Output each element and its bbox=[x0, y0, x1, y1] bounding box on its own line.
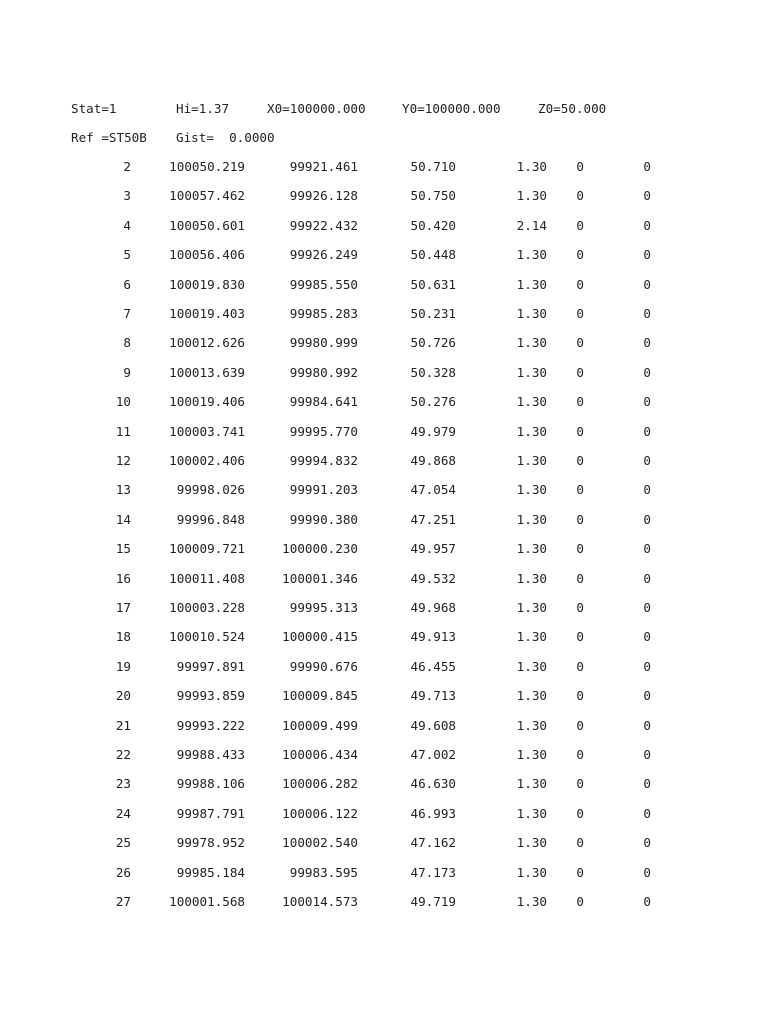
x-coordinate: 99997.891 bbox=[176, 659, 245, 674]
x-coordinate: 100013.639 bbox=[169, 365, 245, 380]
z-elevation: 46.455 bbox=[410, 659, 456, 674]
target-height: 1.30 bbox=[516, 894, 547, 909]
code-b: 0 bbox=[643, 659, 651, 674]
z-elevation: 46.630 bbox=[410, 776, 456, 791]
target-height: 1.30 bbox=[516, 424, 547, 439]
code-a: 0 bbox=[576, 188, 584, 203]
point-number: 24 bbox=[115, 806, 131, 821]
z-elevation: 50.276 bbox=[410, 394, 456, 409]
gist-value: Gist= 0.0000 bbox=[176, 130, 275, 145]
point-number: 22 bbox=[115, 747, 131, 762]
point-number: 5 bbox=[123, 247, 131, 262]
z-elevation: 49.719 bbox=[410, 894, 456, 909]
origin-x: X0=100000.000 bbox=[267, 101, 366, 116]
z-elevation: 49.968 bbox=[410, 600, 456, 615]
point-number: 11 bbox=[115, 424, 131, 439]
y-coordinate: 99926.128 bbox=[289, 188, 358, 203]
y-coordinate: 100009.499 bbox=[282, 718, 358, 733]
station-header-line bbox=[0, 99, 768, 119]
code-a: 0 bbox=[576, 277, 584, 292]
target-height: 1.30 bbox=[516, 394, 547, 409]
table-row bbox=[0, 863, 768, 883]
point-number: 21 bbox=[115, 718, 131, 733]
z-elevation: 50.726 bbox=[410, 335, 456, 350]
x-coordinate: 99988.433 bbox=[176, 747, 245, 762]
table-row bbox=[0, 157, 768, 177]
code-b: 0 bbox=[643, 512, 651, 527]
point-number: 2 bbox=[123, 159, 131, 174]
x-coordinate: 99988.106 bbox=[176, 776, 245, 791]
point-number: 9 bbox=[123, 365, 131, 380]
y-coordinate: 99985.283 bbox=[289, 306, 358, 321]
table-row bbox=[0, 686, 768, 706]
y-coordinate: 100006.434 bbox=[282, 747, 358, 762]
y-coordinate: 99922.432 bbox=[289, 218, 358, 233]
target-height: 1.30 bbox=[516, 600, 547, 615]
x-coordinate: 100010.524 bbox=[169, 629, 245, 644]
code-b: 0 bbox=[643, 218, 651, 233]
table-row bbox=[0, 363, 768, 383]
code-a: 0 bbox=[576, 541, 584, 556]
point-number: 16 bbox=[115, 571, 131, 586]
code-b: 0 bbox=[643, 688, 651, 703]
z-elevation: 47.054 bbox=[410, 482, 456, 497]
x-coordinate: 100009.721 bbox=[169, 541, 245, 556]
code-b: 0 bbox=[643, 806, 651, 821]
z-elevation: 49.913 bbox=[410, 629, 456, 644]
code-b: 0 bbox=[643, 571, 651, 586]
point-number: 13 bbox=[115, 482, 131, 497]
code-b: 0 bbox=[643, 865, 651, 880]
code-b: 0 bbox=[643, 541, 651, 556]
reference-header-line bbox=[0, 128, 768, 148]
target-height: 1.30 bbox=[516, 188, 547, 203]
table-row bbox=[0, 745, 768, 765]
table-row bbox=[0, 657, 768, 677]
table-row bbox=[0, 186, 768, 206]
target-height: 1.30 bbox=[516, 718, 547, 733]
z-elevation: 50.448 bbox=[410, 247, 456, 262]
code-a: 0 bbox=[576, 159, 584, 174]
point-number: 7 bbox=[123, 306, 131, 321]
table-row bbox=[0, 716, 768, 736]
table-row bbox=[0, 304, 768, 324]
code-a: 0 bbox=[576, 894, 584, 909]
z-elevation: 50.631 bbox=[410, 277, 456, 292]
code-b: 0 bbox=[643, 306, 651, 321]
target-height: 1.30 bbox=[516, 747, 547, 762]
code-a: 0 bbox=[576, 453, 584, 468]
x-coordinate: 99993.222 bbox=[176, 718, 245, 733]
code-a: 0 bbox=[576, 747, 584, 762]
x-coordinate: 99998.026 bbox=[176, 482, 245, 497]
code-a: 0 bbox=[576, 659, 584, 674]
table-row bbox=[0, 245, 768, 265]
x-coordinate: 100050.219 bbox=[169, 159, 245, 174]
code-b: 0 bbox=[643, 718, 651, 733]
z-elevation: 50.231 bbox=[410, 306, 456, 321]
instrument-height: Hi=1.37 bbox=[176, 101, 230, 116]
z-elevation: 49.608 bbox=[410, 718, 456, 733]
code-a: 0 bbox=[576, 688, 584, 703]
code-b: 0 bbox=[643, 159, 651, 174]
x-coordinate: 99978.952 bbox=[176, 835, 245, 850]
code-a: 0 bbox=[576, 335, 584, 350]
y-coordinate: 99994.832 bbox=[289, 453, 358, 468]
target-height: 1.30 bbox=[516, 629, 547, 644]
z-elevation: 47.002 bbox=[410, 747, 456, 762]
y-coordinate: 100006.282 bbox=[282, 776, 358, 791]
point-number: 15 bbox=[115, 541, 131, 556]
code-b: 0 bbox=[643, 247, 651, 262]
point-number: 26 bbox=[115, 865, 131, 880]
code-b: 0 bbox=[643, 894, 651, 909]
y-coordinate: 100000.230 bbox=[282, 541, 358, 556]
x-coordinate: 100019.830 bbox=[169, 277, 245, 292]
x-coordinate: 100057.462 bbox=[169, 188, 245, 203]
origin-y: Y0=100000.000 bbox=[402, 101, 501, 116]
z-elevation: 50.750 bbox=[410, 188, 456, 203]
table-row bbox=[0, 892, 768, 912]
station-number: Stat=1 bbox=[71, 101, 117, 116]
code-b: 0 bbox=[643, 188, 651, 203]
point-number: 3 bbox=[123, 188, 131, 203]
point-number: 6 bbox=[123, 277, 131, 292]
y-coordinate: 100009.845 bbox=[282, 688, 358, 703]
x-coordinate: 100019.403 bbox=[169, 306, 245, 321]
code-b: 0 bbox=[643, 277, 651, 292]
point-number: 10 bbox=[115, 394, 131, 409]
target-height: 1.30 bbox=[516, 306, 547, 321]
z-elevation: 47.162 bbox=[410, 835, 456, 850]
point-number: 20 bbox=[115, 688, 131, 703]
z-elevation: 49.957 bbox=[410, 541, 456, 556]
table-row bbox=[0, 216, 768, 236]
y-coordinate: 99990.676 bbox=[289, 659, 358, 674]
target-height: 2.14 bbox=[516, 218, 547, 233]
x-coordinate: 100056.406 bbox=[169, 247, 245, 262]
x-coordinate: 99993.859 bbox=[176, 688, 245, 703]
code-a: 0 bbox=[576, 482, 584, 497]
table-row bbox=[0, 569, 768, 589]
y-coordinate: 99983.595 bbox=[289, 865, 358, 880]
table-row bbox=[0, 422, 768, 442]
z-elevation: 49.979 bbox=[410, 424, 456, 439]
table-row bbox=[0, 510, 768, 530]
y-coordinate: 99980.999 bbox=[289, 335, 358, 350]
z-elevation: 49.868 bbox=[410, 453, 456, 468]
x-coordinate: 100019.406 bbox=[169, 394, 245, 409]
y-coordinate: 100000.415 bbox=[282, 629, 358, 644]
table-row bbox=[0, 451, 768, 471]
y-coordinate: 99980.992 bbox=[289, 365, 358, 380]
y-coordinate: 99926.249 bbox=[289, 247, 358, 262]
target-height: 1.30 bbox=[516, 365, 547, 380]
origin-z: Z0=50.000 bbox=[538, 101, 607, 116]
target-height: 1.30 bbox=[516, 482, 547, 497]
z-elevation: 50.420 bbox=[410, 218, 456, 233]
code-a: 0 bbox=[576, 218, 584, 233]
code-b: 0 bbox=[643, 335, 651, 350]
table-row bbox=[0, 804, 768, 824]
target-height: 1.30 bbox=[516, 571, 547, 586]
code-a: 0 bbox=[576, 394, 584, 409]
z-elevation: 49.713 bbox=[410, 688, 456, 703]
code-a: 0 bbox=[576, 865, 584, 880]
y-coordinate: 99985.550 bbox=[289, 277, 358, 292]
target-height: 1.30 bbox=[516, 159, 547, 174]
x-coordinate: 99985.184 bbox=[176, 865, 245, 880]
y-coordinate: 100006.122 bbox=[282, 806, 358, 821]
y-coordinate: 99995.770 bbox=[289, 424, 358, 439]
reference-station: Ref =ST50B bbox=[71, 130, 147, 145]
point-number: 23 bbox=[115, 776, 131, 791]
target-height: 1.30 bbox=[516, 835, 547, 850]
code-b: 0 bbox=[643, 835, 651, 850]
target-height: 1.30 bbox=[516, 277, 547, 292]
y-coordinate: 99990.380 bbox=[289, 512, 358, 527]
code-a: 0 bbox=[576, 835, 584, 850]
code-a: 0 bbox=[576, 365, 584, 380]
z-elevation: 47.251 bbox=[410, 512, 456, 527]
x-coordinate: 100002.406 bbox=[169, 453, 245, 468]
code-a: 0 bbox=[576, 512, 584, 527]
code-a: 0 bbox=[576, 776, 584, 791]
code-a: 0 bbox=[576, 306, 584, 321]
code-a: 0 bbox=[576, 806, 584, 821]
code-b: 0 bbox=[643, 629, 651, 644]
y-coordinate: 99921.461 bbox=[289, 159, 358, 174]
x-coordinate: 99987.791 bbox=[176, 806, 245, 821]
code-b: 0 bbox=[643, 747, 651, 762]
target-height: 1.30 bbox=[516, 865, 547, 880]
code-a: 0 bbox=[576, 600, 584, 615]
code-a: 0 bbox=[576, 247, 584, 262]
code-b: 0 bbox=[643, 365, 651, 380]
x-coordinate: 100001.568 bbox=[169, 894, 245, 909]
point-number: 8 bbox=[123, 335, 131, 350]
x-coordinate: 100011.408 bbox=[169, 571, 245, 586]
target-height: 1.30 bbox=[516, 806, 547, 821]
table-row bbox=[0, 480, 768, 500]
target-height: 1.30 bbox=[516, 335, 547, 350]
y-coordinate: 100014.573 bbox=[282, 894, 358, 909]
point-number: 27 bbox=[115, 894, 131, 909]
point-number: 17 bbox=[115, 600, 131, 615]
target-height: 1.30 bbox=[516, 247, 547, 262]
point-number: 4 bbox=[123, 218, 131, 233]
point-number: 14 bbox=[115, 512, 131, 527]
table-row bbox=[0, 275, 768, 295]
table-row bbox=[0, 833, 768, 853]
table-row bbox=[0, 774, 768, 794]
code-b: 0 bbox=[643, 394, 651, 409]
table-row bbox=[0, 333, 768, 353]
y-coordinate: 99995.313 bbox=[289, 600, 358, 615]
table-row bbox=[0, 539, 768, 559]
point-number: 19 bbox=[115, 659, 131, 674]
code-b: 0 bbox=[643, 776, 651, 791]
point-number: 25 bbox=[115, 835, 131, 850]
x-coordinate: 99996.848 bbox=[176, 512, 245, 527]
point-number: 12 bbox=[115, 453, 131, 468]
table-row bbox=[0, 627, 768, 647]
table-row bbox=[0, 598, 768, 618]
code-b: 0 bbox=[643, 600, 651, 615]
x-coordinate: 100050.601 bbox=[169, 218, 245, 233]
table-row bbox=[0, 392, 768, 412]
code-a: 0 bbox=[576, 424, 584, 439]
z-elevation: 49.532 bbox=[410, 571, 456, 586]
y-coordinate: 99991.203 bbox=[289, 482, 358, 497]
z-elevation: 50.710 bbox=[410, 159, 456, 174]
target-height: 1.30 bbox=[516, 512, 547, 527]
z-elevation: 47.173 bbox=[410, 865, 456, 880]
target-height: 1.30 bbox=[516, 776, 547, 791]
x-coordinate: 100003.228 bbox=[169, 600, 245, 615]
target-height: 1.30 bbox=[516, 541, 547, 556]
x-coordinate: 100012.626 bbox=[169, 335, 245, 350]
code-b: 0 bbox=[643, 482, 651, 497]
code-a: 0 bbox=[576, 629, 584, 644]
target-height: 1.30 bbox=[516, 453, 547, 468]
y-coordinate: 99984.641 bbox=[289, 394, 358, 409]
target-height: 1.30 bbox=[516, 688, 547, 703]
y-coordinate: 100002.540 bbox=[282, 835, 358, 850]
target-height: 1.30 bbox=[516, 659, 547, 674]
y-coordinate: 100001.346 bbox=[282, 571, 358, 586]
code-a: 0 bbox=[576, 718, 584, 733]
code-a: 0 bbox=[576, 571, 584, 586]
point-number: 18 bbox=[115, 629, 131, 644]
code-b: 0 bbox=[643, 453, 651, 468]
z-elevation: 50.328 bbox=[410, 365, 456, 380]
x-coordinate: 100003.741 bbox=[169, 424, 245, 439]
code-b: 0 bbox=[643, 424, 651, 439]
z-elevation: 46.993 bbox=[410, 806, 456, 821]
